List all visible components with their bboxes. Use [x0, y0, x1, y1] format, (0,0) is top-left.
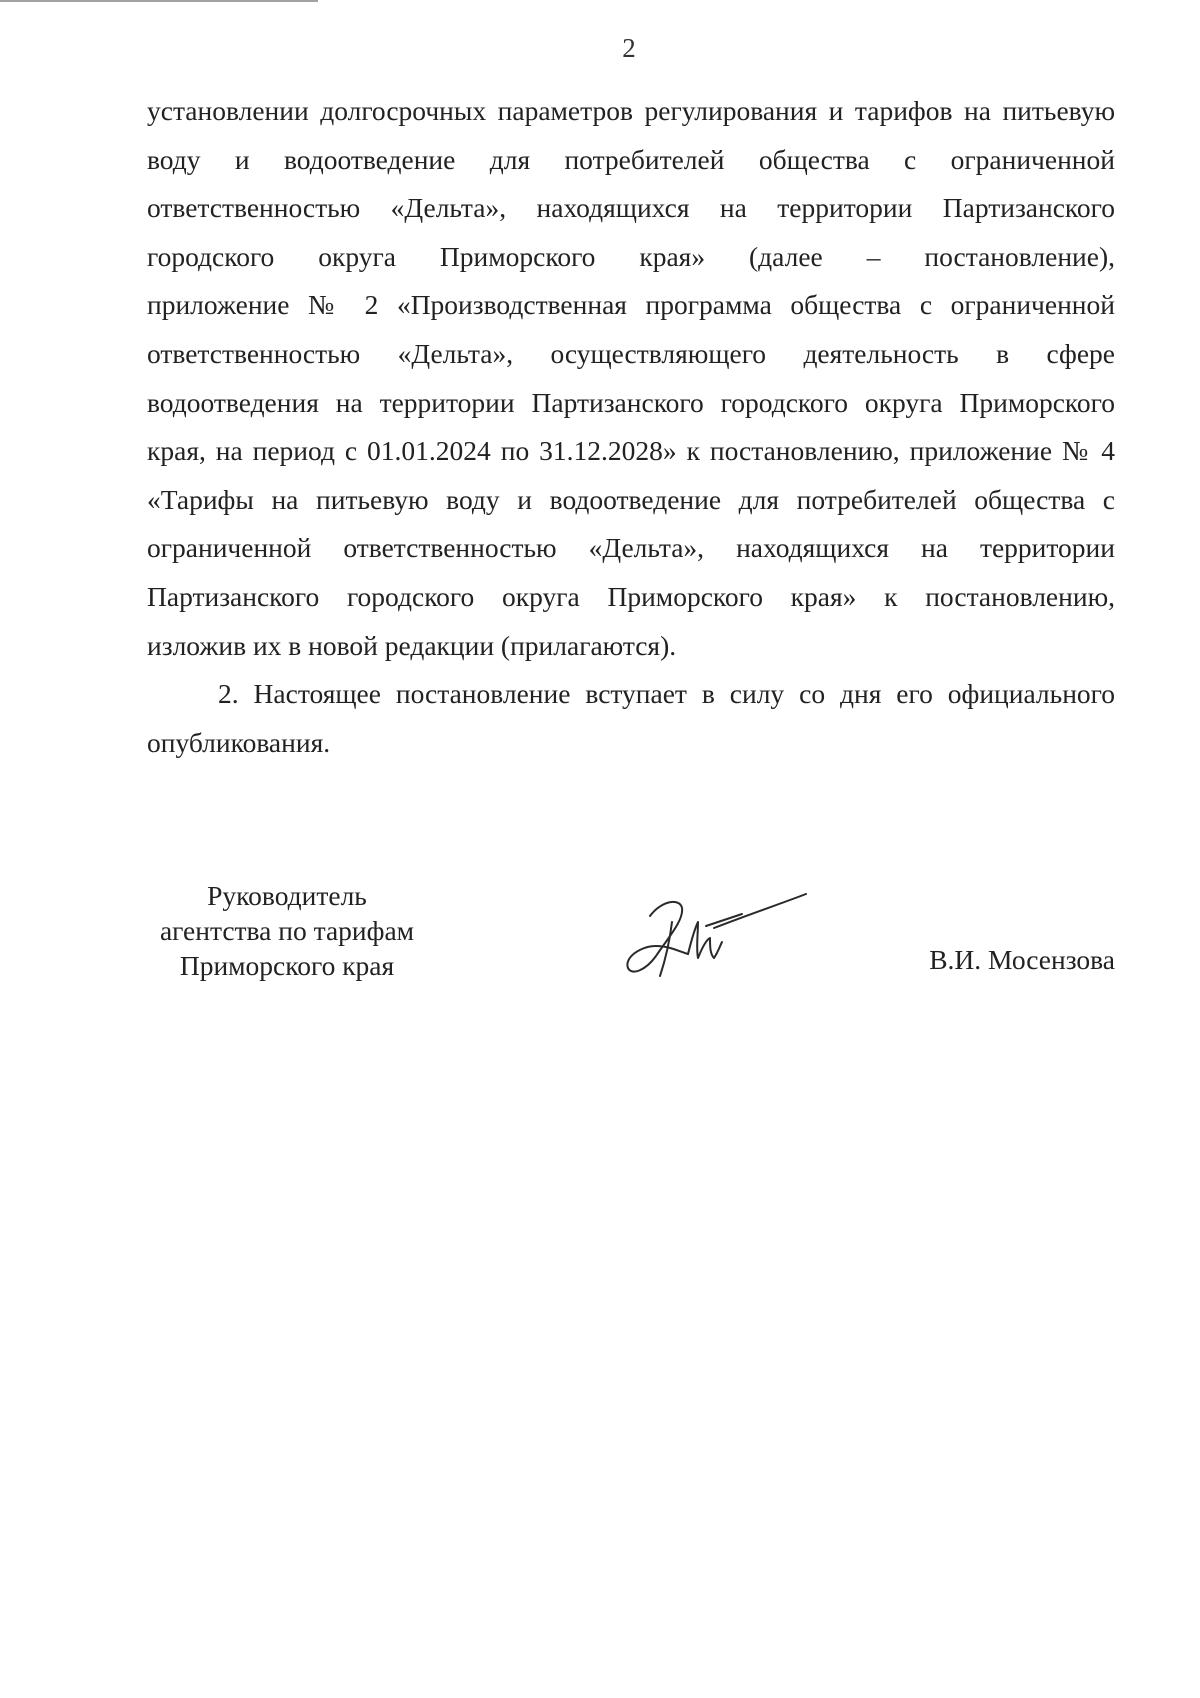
paragraph-1 — [147, 87, 1115, 670]
signer-title — [147, 878, 427, 983]
text-line: изложив их в новой редакции (прилагаются). — [147, 629, 677, 661]
text-line: городского округа Приморского края» (далее – постановление), — [147, 240, 1115, 272]
signer-title-line: Приморского края — [179, 950, 395, 981]
paragraph-2 — [147, 670, 1115, 767]
text-line: установлении долгосрочных параметров регулирования и тарифов на питьевую — [147, 95, 1115, 126]
text-line: Партизанского городского округа Приморского края» к постановлению, — [147, 580, 1115, 612]
text-line: водоотведения на территории Партизанского городского округа Приморского — [147, 386, 1115, 418]
handwritten-signature — [610, 878, 810, 998]
text-line: ответственностью «Дельта», находящихся на территории Партизанского — [147, 192, 1115, 224]
text-line: «Тарифы на питьевую воду и водоотведение для потребителей общества с — [147, 483, 1115, 515]
scan-edge-mark — [0, 0, 318, 2]
signer-title-line: агентства по тарифам — [159, 915, 415, 946]
signer-name: В.И. Мосензова — [929, 944, 1115, 975]
text-line: воду и водоотведение для потребителей общества с ограниченной — [147, 143, 1115, 175]
text-line: ограниченной ответственностью «Дельта», находящихся на территории — [147, 532, 1115, 564]
text-line: 2. Настоящее постановление вступает в силу со дня его официального — [218, 678, 1115, 710]
signer-title-line: Руководитель — [207, 880, 367, 911]
text-line: опубликования. — [147, 726, 331, 758]
signature-block — [147, 878, 1115, 998]
text-line: приложение № 2 «Производственная программа общества с ограниченной — [147, 289, 1115, 321]
page-number: 2 — [622, 33, 636, 63]
document-body — [147, 87, 1115, 767]
text-line: ответственностью «Дельта», осуществляющего деятельность в сфере — [147, 337, 1115, 369]
text-line: края, на период с 01.01.2024 по 31.12.2028» к постановлению, приложение № 4 — [147, 435, 1115, 467]
